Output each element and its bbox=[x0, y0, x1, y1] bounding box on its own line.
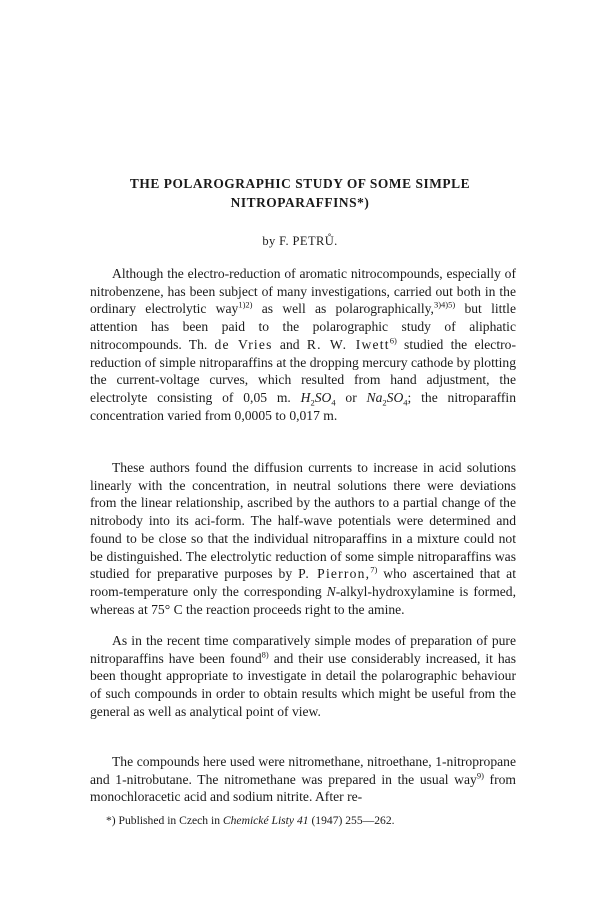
paper-title-line-1: THE POLAROGRAPHIC STUDY OF SOME SIMPLE bbox=[129, 176, 471, 191]
paragraph-4 bbox=[90, 753, 516, 806]
text-run: studied the electro-reduction of simple nitroparaffins at the dropping mercury cathode by plotting the current-voltage curves, which resulted from hand adjustment, the electrolyte consisting of 0,05 m. bbox=[90, 336, 516, 405]
reference-mark: 3)4)5) bbox=[433, 299, 456, 310]
chemical-formula: SO bbox=[386, 389, 404, 405]
reference-mark: 9) bbox=[476, 770, 484, 781]
text-run: These authors found the diffusion currents to increase in acid solutions linearly with the concentration, in neutral solutions there were deviations from the linear relationship, ascribed by the authors to a partial change of the nitrobody into its aci-form. The half-wave potentials were determined and found to be close so that the individual nitroparaffins in a mixture could not be distinguished. The electrolytic reduction of some simple nitroparaffins was studied for preparative purposes by bbox=[90, 460, 516, 582]
author-name: R. W. Iwett bbox=[306, 336, 390, 352]
author-byline: by F. PETRŮ. bbox=[262, 234, 338, 248]
text-run: who ascertained that at room-temperature only the corresponding bbox=[90, 566, 516, 599]
author-name: P. Pierron, bbox=[298, 566, 371, 582]
text-run: but little attention has been paid to the polarographic study of aliphatic nitrocompounds. Th. bbox=[90, 301, 516, 352]
text-run: -alkyl-hydroxylamine is formed, whereas at 75° C the reaction proceeds right to the amine. bbox=[90, 583, 516, 617]
footnote-text: (1947) 255—262. bbox=[308, 814, 395, 827]
paragraph-2 bbox=[90, 459, 516, 618]
chemical-subscript: 2 bbox=[382, 397, 387, 408]
text-run: as well as polarographically, bbox=[252, 301, 434, 317]
journal-name: Chemické Listy 41 bbox=[222, 814, 309, 827]
chemical-formula: SO bbox=[314, 389, 332, 405]
text-run: As in the recent time comparatively simple modes of preparation of pure nitroparaffins have been found bbox=[90, 633, 516, 666]
chemical-subscript: 4 bbox=[331, 397, 336, 408]
text-run: ; the nitroparaffin concentration varied from 0,0005 to 0,017 m. bbox=[90, 389, 516, 423]
chemical-formula: H bbox=[300, 389, 311, 405]
paragraph-1 bbox=[90, 265, 516, 424]
text-run: from monochloracetic acid and sodium nitrite. After re- bbox=[90, 771, 516, 805]
reference-mark: 8) bbox=[261, 649, 269, 660]
text-run: and their use considerably increased, it has been thought appropriate to investigate in detail the polarographic behaviour of such compounds in order to obtain results which might be useful from the general as well as analytical point of view. bbox=[90, 650, 516, 719]
reference-mark: 1)2) bbox=[238, 299, 253, 310]
text-run: and bbox=[272, 336, 307, 352]
footnote bbox=[106, 813, 526, 828]
italic-letter: N bbox=[326, 583, 336, 599]
reference-mark: 7) bbox=[370, 564, 378, 575]
paper-title-line-2: NITROPARAFFINS*) bbox=[230, 195, 370, 210]
footnote-text: *) Published in Czech in bbox=[106, 814, 223, 827]
text-run: Although the electro-reduction of aromatic nitrocompounds, especially of nitrobenzene, has been subject of many investigations, carried out both in the ordinary electrolytic way bbox=[90, 266, 516, 317]
paragraph-3 bbox=[90, 632, 516, 721]
reference-mark: 6) bbox=[389, 335, 397, 346]
chemical-formula: Na bbox=[366, 389, 383, 405]
chemical-subscript: 4 bbox=[403, 397, 408, 408]
text-run: The compounds here used were nitromethane, nitroethane, 1-nitropropane and 1-nitrobutane. The nitromethane was prepared in the usual way bbox=[90, 754, 516, 787]
chemical-subscript: 2 bbox=[310, 397, 315, 408]
text-run: or bbox=[335, 389, 367, 405]
author-name: de Vries bbox=[214, 336, 273, 352]
